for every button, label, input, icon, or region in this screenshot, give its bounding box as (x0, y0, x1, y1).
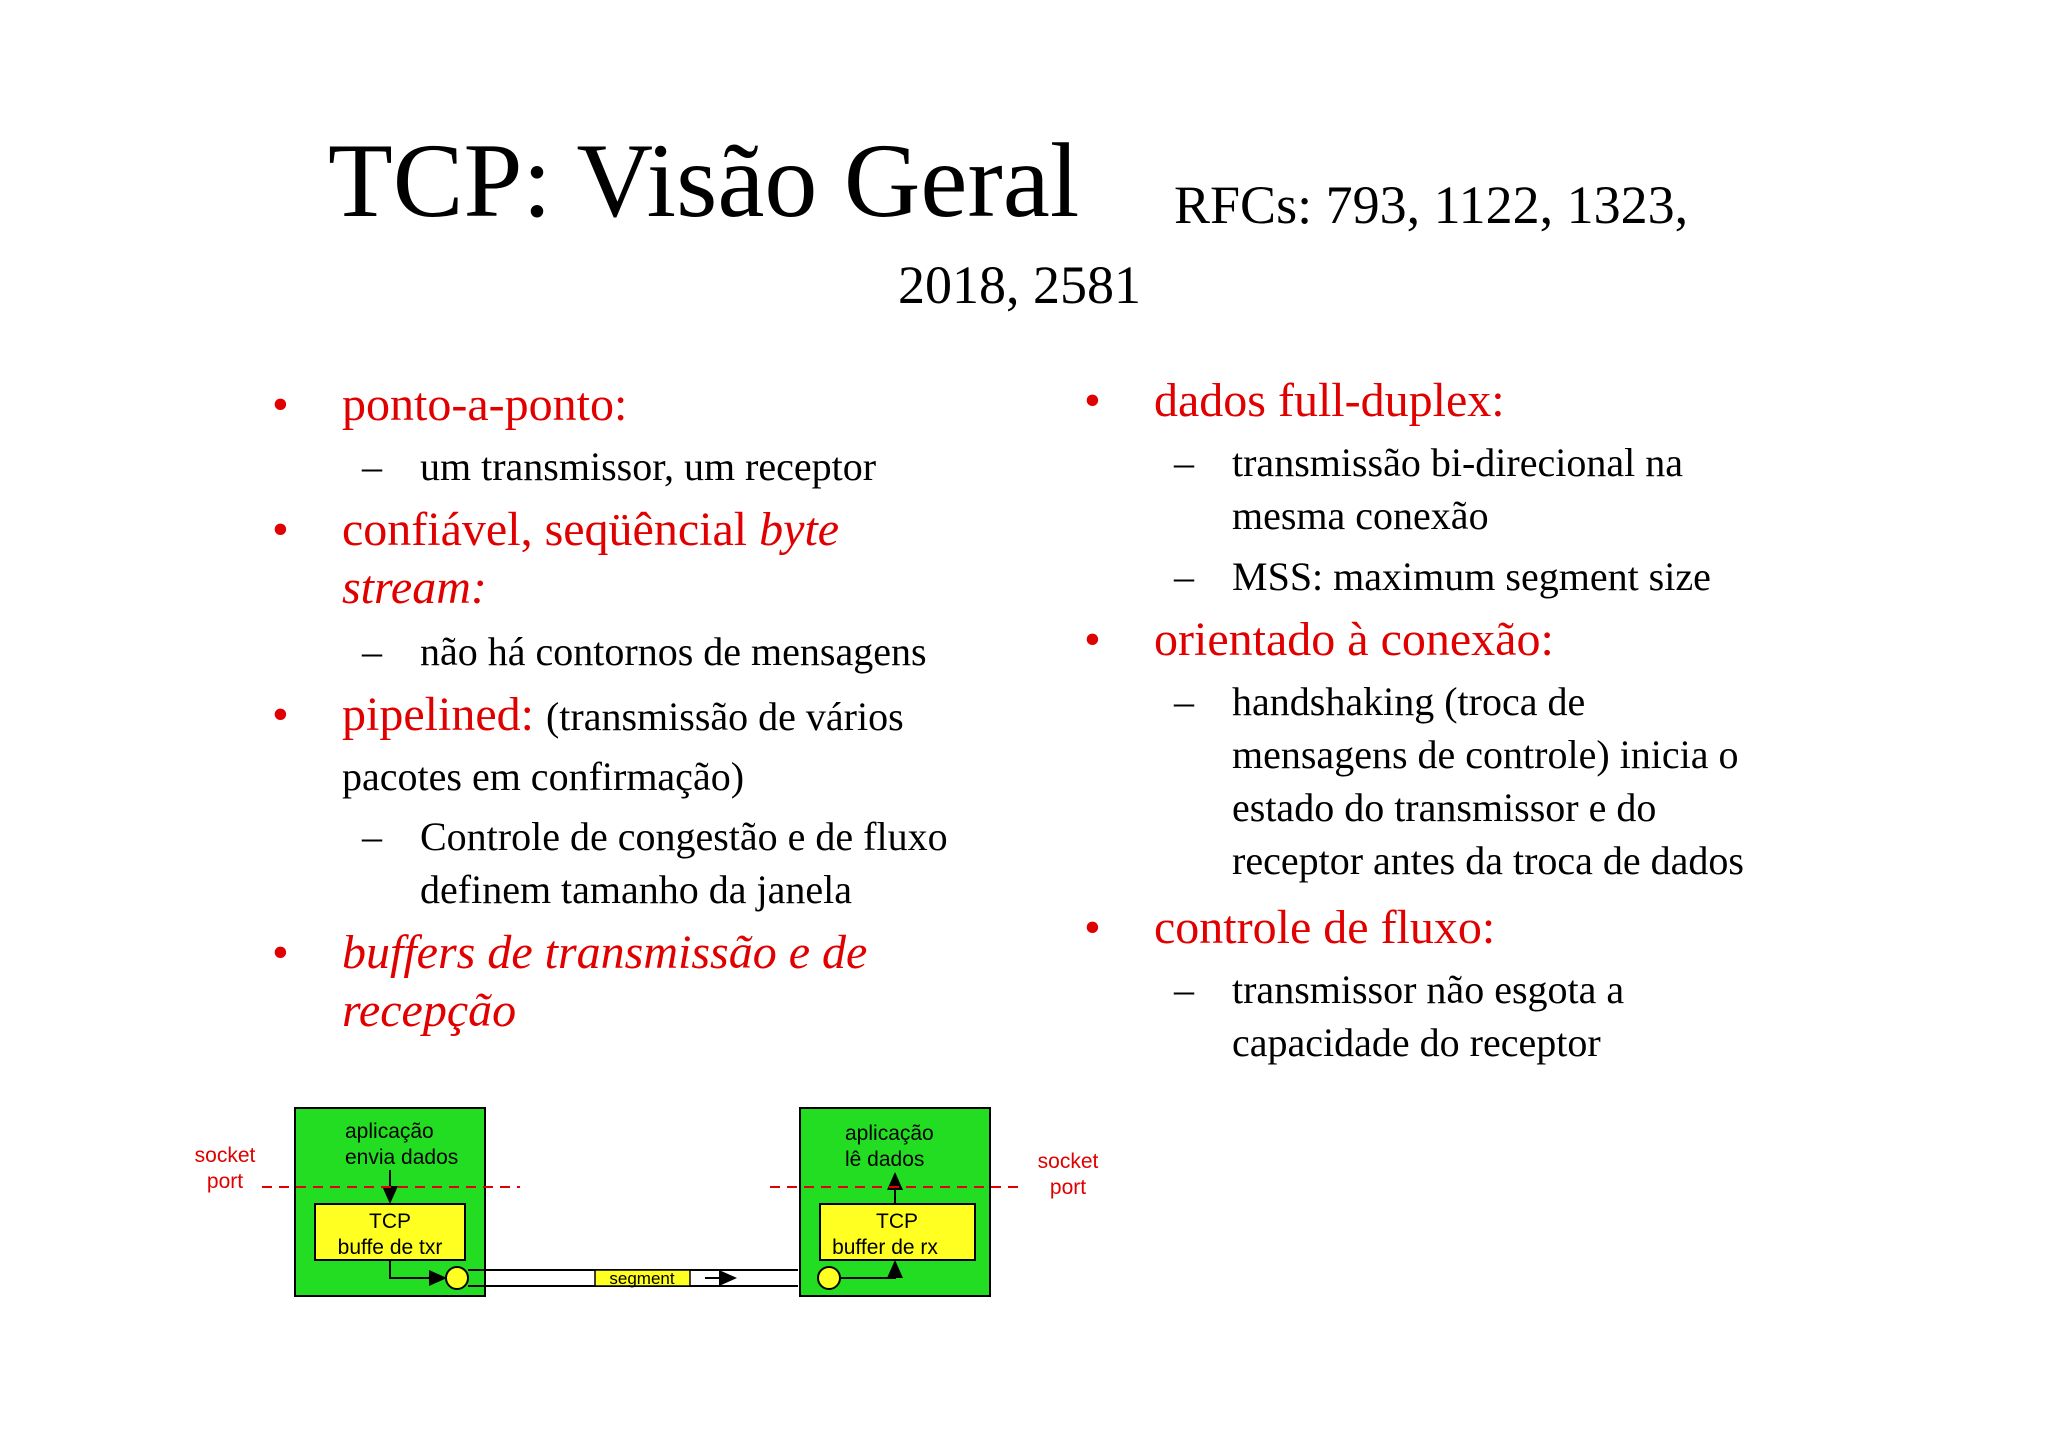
tcp-diagram-svg (180, 1100, 1120, 1320)
send-buffer-label: buffe de txr (337, 1236, 443, 1259)
sub-item-text: transmissão bi-direcional na (1232, 440, 1683, 485)
sub-item (1084, 963, 1984, 1069)
bullet-connection-oriented (1084, 611, 1984, 669)
receive-buffer-label: buffer de rx (832, 1236, 938, 1259)
sender-app-label: envia dados (345, 1146, 459, 1169)
sub-item-text: receptor antes da troca de dados (1232, 838, 1744, 883)
bullet-label: controle de fluxo: (1154, 901, 1496, 954)
bullet-label-italic: stream: (342, 561, 487, 614)
sub-item (272, 440, 1032, 493)
bullet-pipelined (272, 686, 1032, 806)
bullet-label-italic: buffers de transmissão e de (342, 926, 868, 979)
bullet-point-to-point (272, 376, 1032, 434)
sub-item (272, 625, 1032, 678)
sub-item (1084, 436, 1984, 542)
bullet-label-italic: recepção (342, 984, 517, 1037)
bullet-label-italic: byte (759, 503, 840, 556)
rfc-list-line1: RFCs: 793, 1122, 1323, (1174, 175, 1689, 235)
sender-socket-circle (446, 1267, 468, 1289)
sub-item-text: mensagens de controle) inicia o (1232, 732, 1739, 777)
sub-item-text: um transmissor, um receptor (420, 444, 877, 489)
sub-item-text: transmissor não esgota a (1232, 967, 1625, 1012)
sender-socket-label: port (206, 1170, 244, 1193)
sub-item-text: mesma conexão (1232, 493, 1489, 538)
bullet-label: confiável, seqüêncial (342, 503, 760, 556)
sender-app-label: aplicação (345, 1120, 434, 1143)
bullet-reliable-stream (272, 501, 1032, 617)
sub-item-text: estado do transmissor e do (1232, 785, 1657, 830)
right-column (1084, 372, 1984, 1069)
bullet-flow-control (1084, 899, 1984, 957)
sub-item (1084, 550, 1984, 603)
sub-item-text: MSS: maximum segment size (1232, 554, 1711, 599)
sub-item (272, 810, 1032, 916)
sub-item-text: definem tamanho da janela (420, 867, 853, 912)
bullet-buffers (272, 924, 1032, 1040)
page-title: TCP: Visão Geral (328, 122, 1080, 239)
sub-item-text: não há contornos de mensagens (420, 629, 927, 674)
sub-item-text: handshaking (troca de (1232, 679, 1586, 724)
bullet-label: pipelined: (342, 688, 546, 741)
bullet-text: pacotes em confirmação) (342, 754, 745, 799)
bullet-label: dados full-duplex: (1154, 374, 1505, 427)
receiver-socket-circle (818, 1267, 840, 1289)
sub-item (1084, 675, 1984, 887)
receiver-socket-label: socket (1037, 1150, 1099, 1173)
tcp-buffer-diagram (180, 1100, 1120, 1320)
sender-socket-label: socket (194, 1144, 256, 1167)
bullet-text: (transmissão de vários (545, 694, 904, 739)
bullet-full-duplex (1084, 372, 1984, 430)
bullet-label: ponto-a-ponto: (342, 378, 628, 431)
receiver-socket-label: port (1049, 1176, 1087, 1199)
bullet-label: orientado à conexão: (1154, 613, 1554, 666)
rfc-list-line2: 2018, 2581 (898, 255, 1141, 315)
sub-item-text: Controle de congestão e de fluxo (420, 814, 948, 859)
receiver-app-label: lê dados (845, 1148, 925, 1171)
receive-buffer-label: TCP (876, 1210, 918, 1233)
segment-label: segment (609, 1269, 675, 1288)
receiver-app-label: aplicação (845, 1122, 934, 1145)
sub-item-text: capacidade do receptor (1232, 1020, 1601, 1065)
send-buffer-label: TCP (369, 1210, 411, 1233)
left-column (272, 376, 1032, 1040)
